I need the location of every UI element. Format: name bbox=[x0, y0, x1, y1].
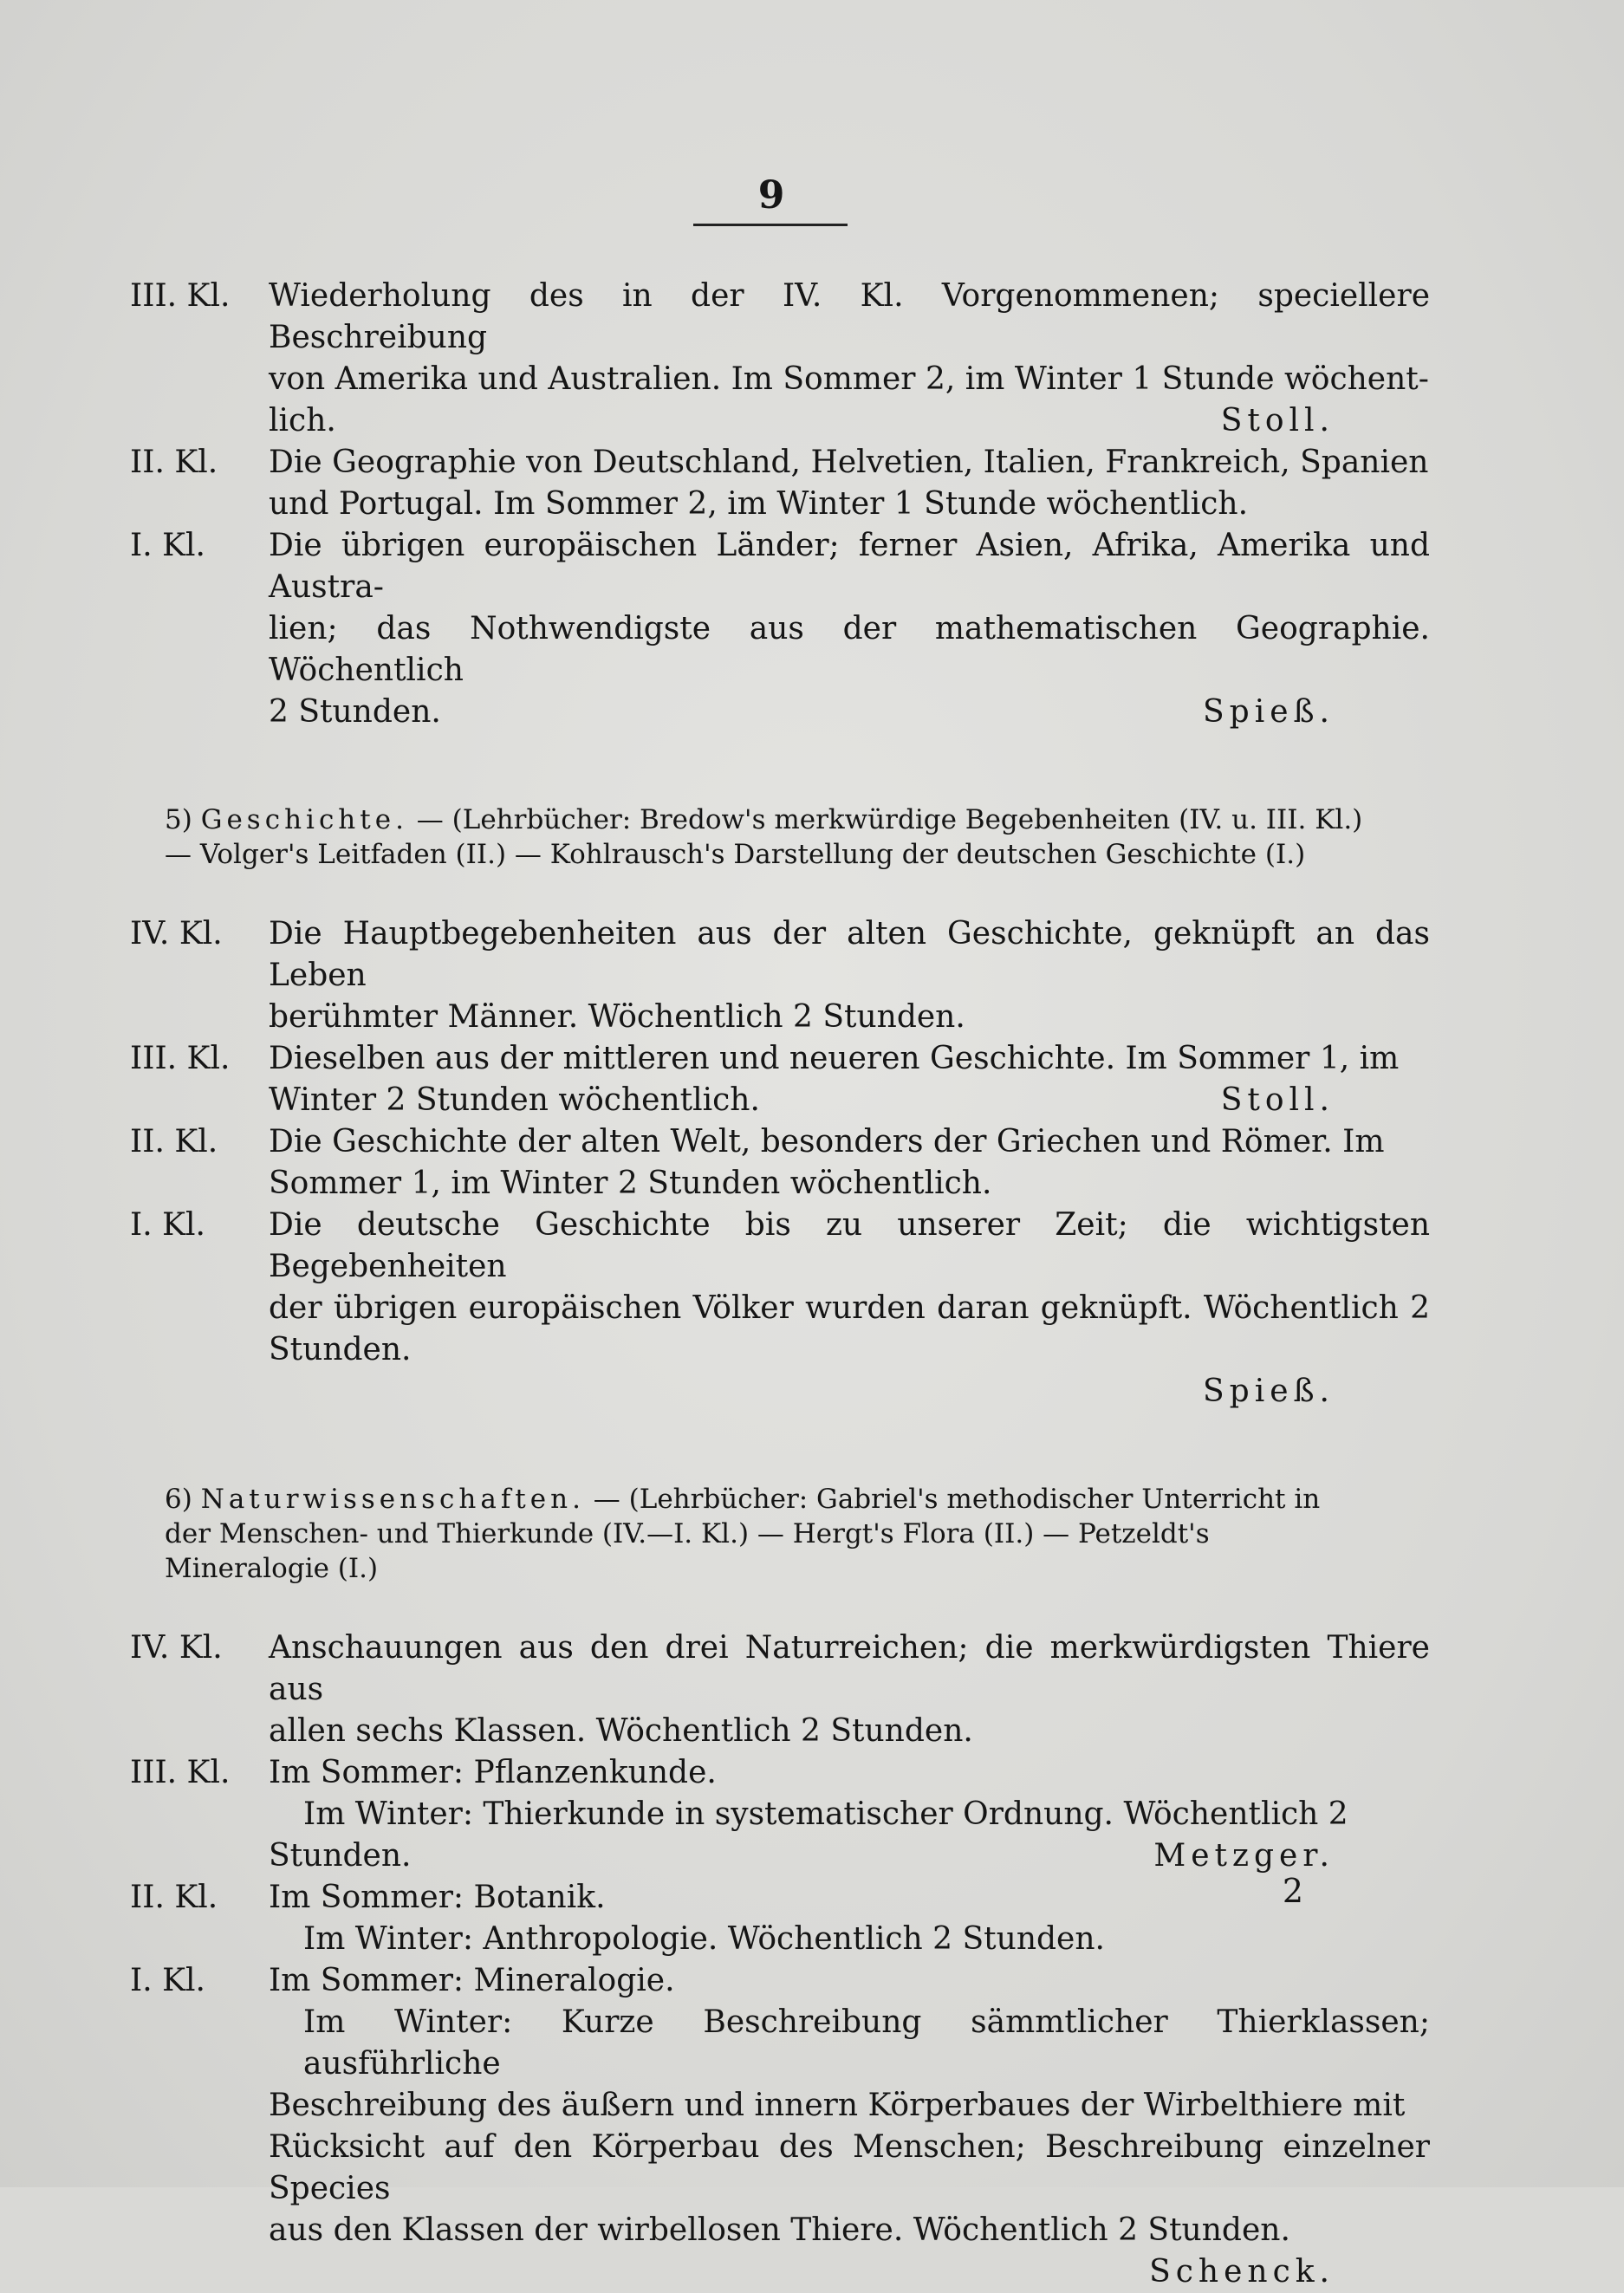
text-line: Die Geschichte der alten Welt, besonders der Griechen und Römer. Im bbox=[269, 1124, 1385, 1159]
text-line: Stunden. bbox=[269, 1838, 412, 1874]
text-line: der übrigen europäischen Völker wurden daran geknüpft. Wöchentlich 2 Stunden. bbox=[269, 1290, 1430, 1367]
text-line: berühmter Männer. Wöchentlich 2 Stunden. bbox=[269, 999, 965, 1035]
textbook-list: der Menschen- und Thierkunde (IV.—I. Kl.) — Hergt's Flora (II.) — Petzeldt's bbox=[165, 1518, 1210, 1549]
teacher-signature: Stoll. bbox=[1220, 403, 1335, 438]
science-entry-ii bbox=[130, 1877, 1430, 1960]
textbook-list: — (Lehrbücher: Bredow's merkwürdige Begebenheiten (IV. u. III. Kl.) bbox=[416, 804, 1363, 835]
text-line: Anschauungen aus den drei Naturreichen; die merkwürdigsten Thiere aus bbox=[269, 1630, 1430, 1707]
geo-entry-iii bbox=[130, 276, 1430, 442]
history-entry-ii bbox=[130, 1121, 1430, 1205]
class-label: I. Kl. bbox=[130, 1963, 205, 1998]
text-line: lich. bbox=[269, 403, 336, 438]
text-line: Rücksicht auf den Körperbau des Menschen; Beschreibung einzelner Species bbox=[269, 2129, 1430, 2206]
text-line: Im Winter: Thierkunde in systematischer Ordnung. Wöchentlich 2 bbox=[303, 1796, 1348, 1832]
geo-entry-i bbox=[130, 525, 1430, 733]
text-line: Wiederholung des in der IV. Kl. Vorgenommenen; speciellere Beschreibung bbox=[269, 278, 1430, 355]
class-label: IV. Kl. bbox=[130, 1630, 223, 1666]
class-label: II. Kl. bbox=[130, 1124, 218, 1159]
text-line: Im Sommer: Pflanzenkunde. bbox=[269, 1755, 717, 1790]
text-line: Im Winter: Kurze Beschreibung sämmtlicher Thierklassen; ausführliche bbox=[303, 2004, 1430, 2082]
document-body bbox=[130, 276, 1430, 2293]
page-number: 9 bbox=[757, 173, 785, 218]
text-line: von Amerika und Australien. Im Sommer 2, im Winter 1 Stunde wöchent- bbox=[269, 361, 1429, 397]
text-line: Dieselben aus der mittleren und neueren Geschichte. Im Sommer 1, im bbox=[269, 1041, 1400, 1076]
text-line: allen sechs Klassen. Wöchentlich 2 Stunden. bbox=[269, 1713, 973, 1749]
science-entry-iv bbox=[130, 1627, 1430, 1752]
history-entry-iv bbox=[130, 913, 1430, 1038]
text-line: Im Winter: Anthropologie. Wöchentlich 2 Stunden. bbox=[303, 1921, 1105, 1957]
section-number: 5) bbox=[165, 804, 192, 835]
text-line: Im Sommer: Botanik. bbox=[269, 1880, 606, 1915]
section-number: 6) bbox=[165, 1484, 192, 1515]
section-heading-history bbox=[165, 802, 1430, 872]
text-line: aus den Klassen der wirbellosen Thiere. Wöchentlich 2 Stunden. bbox=[269, 2212, 1290, 2248]
text-line: Beschreibung des äußern und innern Körperbaues der Wirbelthiere mit bbox=[269, 2088, 1406, 2123]
teacher-signature: Spieß. bbox=[1202, 694, 1335, 730]
geo-entry-ii bbox=[130, 442, 1430, 525]
section-title: Naturwissenschaften. bbox=[200, 1484, 585, 1515]
text-line: und Portugal. Im Sommer 2, im Winter 1 Stunde wöchentlich. bbox=[269, 486, 1249, 522]
class-label: II. Kl. bbox=[130, 1880, 218, 1915]
teacher-signature: Spieß. bbox=[1202, 1374, 1335, 1409]
textbook-list: — (Lehrbücher: Gabriel's methodischer Unterricht in bbox=[593, 1484, 1321, 1515]
history-entry-i bbox=[130, 1205, 1430, 1413]
science-entry-i bbox=[130, 1960, 1430, 2293]
class-label: I. Kl. bbox=[130, 528, 205, 563]
text-line: 2 Stunden. bbox=[269, 694, 441, 730]
section-heading-science bbox=[165, 1482, 1430, 1586]
text-line: Im Sommer: Mineralogie. bbox=[269, 1963, 675, 1998]
text-line: Die deutsche Geschichte bis zu unserer Zeit; die wichtigsten Begebenheiten bbox=[269, 1207, 1430, 1284]
class-label: II. Kl. bbox=[130, 445, 218, 480]
class-label: IV. Kl. bbox=[130, 916, 223, 952]
section-title: Geschichte. bbox=[200, 804, 408, 835]
text-line: Sommer 1, im Winter 2 Stunden wöchentlich. bbox=[269, 1166, 992, 1201]
text-line: Die übrigen europäischen Länder; ferner Asien, Afrika, Amerika und Austra- bbox=[269, 528, 1430, 605]
teacher-signature: Metzger. bbox=[1153, 1838, 1335, 1874]
class-label: III. Kl. bbox=[130, 278, 231, 314]
textbook-list: Mineralogie (I.) bbox=[165, 1553, 379, 1584]
header-rule bbox=[693, 224, 848, 226]
class-label: III. Kl. bbox=[130, 1041, 231, 1076]
history-entry-iii bbox=[130, 1038, 1430, 1121]
teacher-signature: Schenck. bbox=[1149, 2254, 1335, 2290]
text-line: lien; das Nothwendigste aus der mathematischen Geographie. Wöchentlich bbox=[269, 611, 1430, 688]
science-entry-iii bbox=[130, 1752, 1430, 1877]
text-line: Winter 2 Stunden wöchentlich. bbox=[269, 1082, 760, 1118]
class-label: I. Kl. bbox=[130, 1207, 205, 1243]
sheet-signature-mark: 2 bbox=[1282, 1872, 1303, 1910]
text-line: Die Hauptbegebenheiten aus der alten Geschichte, geknüpft an das Leben bbox=[269, 916, 1430, 993]
teacher-signature: Stoll. bbox=[1220, 1082, 1335, 1118]
class-label: III. Kl. bbox=[130, 1755, 231, 1790]
textbook-list: — Volger's Leitfaden (II.) — Kohlrausch's Darstellung der deutschen Geschichte (I.) bbox=[165, 839, 1306, 870]
text-line: Die Geographie von Deutschland, Helvetien, Italien, Frankreich, Spanien bbox=[269, 445, 1429, 480]
